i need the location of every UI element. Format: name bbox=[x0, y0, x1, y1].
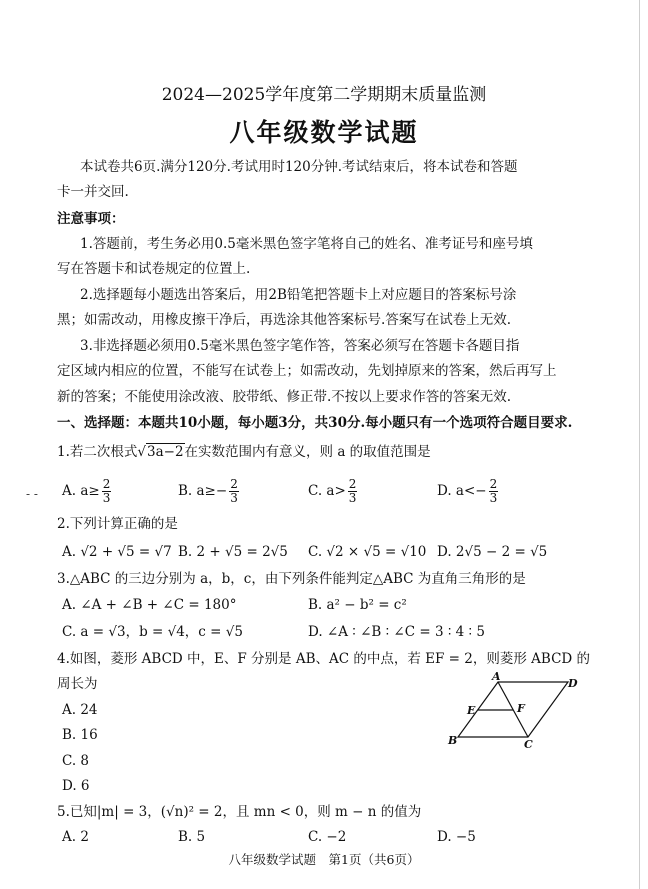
rhombus-figure bbox=[440, 670, 590, 752]
fraction-numerator: 2 bbox=[348, 477, 357, 491]
q3-option-d[interactable]: D. ∠A ∶ ∠B ∶ ∠C = 3 ∶ 4 ∶ 5 bbox=[308, 624, 485, 640]
q1-stem-pre: 1.若二次根式 bbox=[57, 444, 138, 460]
q5-stem: 5.已知|m| = 3，(√n)² = 2，且 mn < 0，则 m − n 的值为 bbox=[57, 804, 422, 820]
fraction-numerator: 2 bbox=[102, 477, 111, 491]
q2-option-a[interactable]: A. √2 + √5 = √7 bbox=[62, 544, 172, 560]
label-b: B bbox=[448, 734, 458, 747]
q4-option-a[interactable]: A. 24 bbox=[62, 702, 98, 718]
q5-option-c[interactable]: C. −2 bbox=[308, 829, 347, 845]
q1-option-d[interactable] bbox=[437, 478, 498, 505]
q2-option-b[interactable]: B. 2 + √5 = 2√5 bbox=[178, 544, 288, 560]
fraction-denominator: 3 bbox=[489, 491, 498, 505]
note-2a: 2.选择题每小题选出答案后，用2B铅笔把答题卡上对应题目的答案标号涂 bbox=[80, 287, 517, 303]
q1-radicand: 3a−2 bbox=[147, 444, 184, 460]
intro-line-1: 本试卷共6页.满分120分.考试用时120分钟.考试结束后，将本试卷和答题 bbox=[80, 159, 518, 175]
q1-option-d-prefix: D. a<− bbox=[437, 483, 487, 499]
q2-stem: 2.下列计算正确的是 bbox=[57, 516, 178, 532]
note-2b: 黑；如需改动，用橡皮擦干净后，再选涂其他答案标号.答案写在试卷上无效. bbox=[57, 312, 512, 328]
margin-mark: - - bbox=[26, 487, 38, 501]
q2-option-d[interactable]: D. 2√5 − 2 = √5 bbox=[437, 544, 548, 560]
q5-option-b[interactable]: B. 5 bbox=[178, 829, 206, 845]
intro-line-2: 卡一并交回. bbox=[57, 184, 129, 200]
note-1a: 1.答题前，考生务必用0.5毫米黑色签字笔将自己的姓名、准考证号和座号填 bbox=[80, 236, 533, 252]
q4-option-d[interactable]: D. 6 bbox=[62, 778, 90, 794]
q1-stem bbox=[57, 443, 431, 461]
q4-option-c[interactable]: C. 8 bbox=[62, 753, 90, 769]
fraction-numerator: 2 bbox=[489, 477, 498, 491]
note-3c: 新的答案；不能使用涂改液、胶带纸、修正带.不按以上要求作答的答案无效. bbox=[57, 389, 512, 405]
page-footer: 八年级数学试题 第1页（共6页） bbox=[228, 852, 420, 867]
section-1-heading: 一、选择题：本题共10小题，每小题3分，共30分.每小题只有一个选项符合题目要求. bbox=[57, 415, 573, 431]
note-3b: 定区域内相应的位置，不能写在试卷上；如需改动，先划掉原来的答案，然后再写上 bbox=[57, 363, 557, 379]
fraction bbox=[348, 478, 358, 505]
fraction-numerator: 2 bbox=[230, 477, 238, 491]
q5-option-a[interactable]: A. 2 bbox=[62, 829, 89, 845]
label-a: A bbox=[492, 670, 501, 683]
q1-option-c[interactable] bbox=[308, 478, 357, 505]
q2-option-c[interactable]: C. √2 × √5 = √10 bbox=[308, 544, 427, 560]
notes-title: 注意事项： bbox=[57, 211, 125, 227]
q1-option-b[interactable] bbox=[178, 478, 239, 505]
q1-option-a-prefix: A. a≥ bbox=[62, 483, 100, 499]
q4-stem-2: 周长为 bbox=[57, 676, 98, 692]
q3-stem: 3.△ABC 的三边分别为 a，b，c，由下列条件能判定△ABC 为直角三角形的是 bbox=[57, 571, 526, 587]
note-3a: 3.非选择题必须用0.5毫米黑色签字笔作答，答案必须写在答题卡各题目指 bbox=[80, 338, 520, 354]
note-1b: 写在答题卡和试卷规定的位置上. bbox=[57, 261, 251, 277]
label-d: D bbox=[568, 677, 578, 690]
q3-option-c[interactable]: C. a = √3，b = √4，c = √5 bbox=[62, 624, 243, 640]
q4-option-b[interactable]: B. 16 bbox=[62, 727, 98, 743]
q1-stem-post: 在实数范围内有意义，则 a 的取值范围是 bbox=[184, 444, 431, 460]
q3-option-b[interactable]: B. a² − b² = c² bbox=[308, 597, 407, 613]
fraction-denominator: 3 bbox=[348, 491, 357, 505]
fraction-denominator: 3 bbox=[102, 491, 111, 505]
q1-option-c-prefix: C. a> bbox=[308, 483, 346, 499]
q5-option-d[interactable]: D. −5 bbox=[437, 829, 476, 845]
q1-option-a[interactable] bbox=[62, 478, 111, 505]
q3-option-a[interactable]: A. ∠A + ∠B + ∠C = 180° bbox=[62, 597, 237, 613]
exam-title: 2024—2025学年度第二学期期末质量监测 bbox=[161, 85, 487, 105]
exam-subtitle: 八年级数学试题 bbox=[229, 118, 419, 147]
fraction bbox=[229, 478, 239, 505]
fraction-denominator: 3 bbox=[230, 491, 238, 505]
label-c: C bbox=[524, 738, 533, 751]
label-e: E bbox=[467, 704, 476, 717]
label-f: F bbox=[517, 702, 525, 715]
q1-option-b-prefix: B. a≥− bbox=[178, 483, 228, 499]
sqrt-icon: √ bbox=[137, 444, 146, 460]
fraction bbox=[102, 478, 112, 505]
q4-stem-1: 4.如图，菱形 ABCD 中，E、F 分别是 AB、AC 的中点，若 EF = 2，则菱形 ABCD 的 bbox=[57, 651, 591, 667]
fraction bbox=[489, 478, 499, 505]
